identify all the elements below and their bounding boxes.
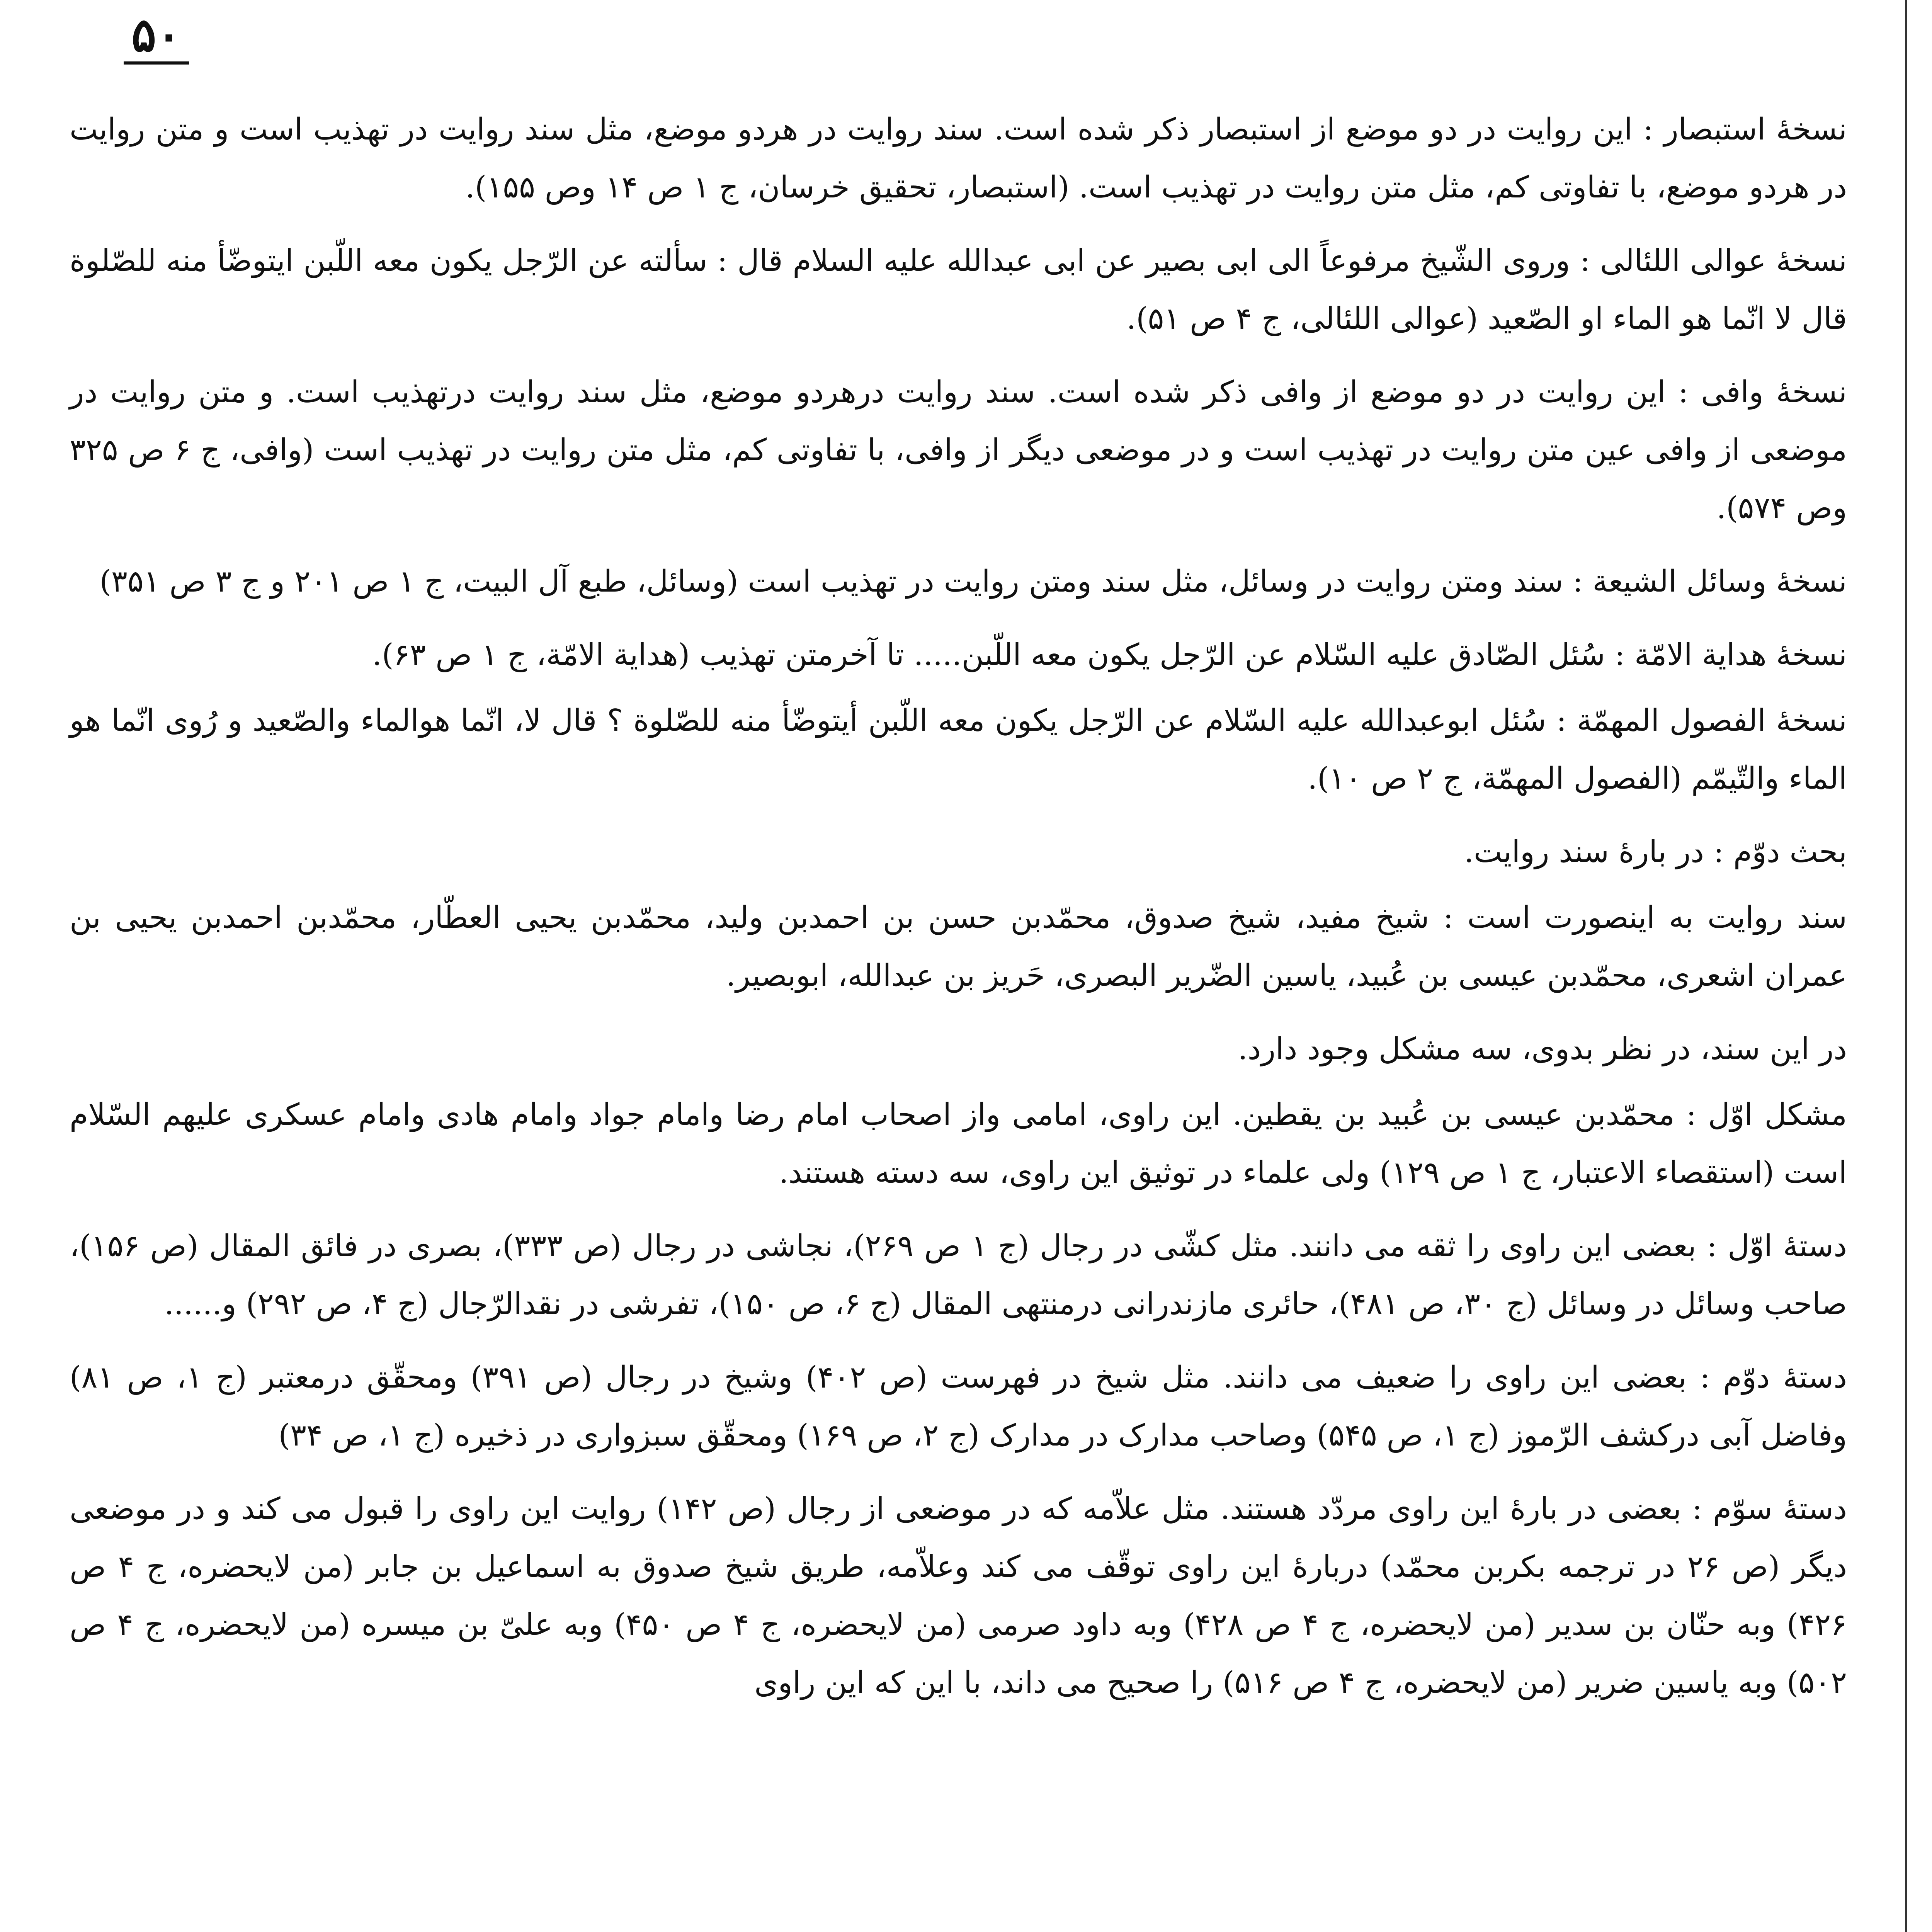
paragraph-wafi: نسخهٔ وافی : این روایت در دو موضع از وافی ذکر شده است. سند روایت درهردو موضع، مثل سند روایت درتهذیب است. و متن روایت در موضعی از وافی عین متن روایت در تهذیب است و در موضعی دیگر از وافی، با تفاوتی کم، مثل متن روایت در تهذیب است (وافی، ج ۶ ص ۳۲۵ وص ۵۷۴). xyxy=(70,375,1847,526)
paragraph-group-one: دستهٔ اوّل : بعضی این راوی را ثقه می دانند. مثل کشّی در رجال (ج ۱ ص ۲۶۹)، نجاشی در رجال (ص ۳۳۳)، بصری در فائق المقال (ص ۱۵۶)، صاحب وسائل در وسائل (ج ۳۰، ص ۴۸۱)، حائری مازندرانی درمنتهی المقال (ج ۶، ص ۱۵۰)، تفرشی در نقدالرّجال (ج ۴، ص ۲۹۲) و...... xyxy=(70,1229,1847,1321)
paragraph-group-two: دستهٔ دوّم : بعضی این راوی را ضعیف می دانند. مثل شیخ در فهرست (ص ۴۰۲) وشیخ در رجال (ص ۳۹۱) ومحقّق درمعتبر (ج ۱، ص ۸۱) وفاضل آبی درکشف الرّموز (ج ۱، ص ۵۴۵) وصاحب مدارک در مدارک (ج ۲، ص ۱۶۹) ومحقّق سبزواری در ذخیره (ج ۱، ص ۳۴) xyxy=(70,1360,1847,1453)
paragraph-wasail: نسخهٔ وسائل الشیعة : سند ومتن روایت در وسائل، مثل سند ومتن روایت در تهذیب است (وسائل، طبع آل البیت، ج ۱ ص ۲۰۱ و ج ۳ ص ۳۵۱) xyxy=(99,564,1847,599)
paragraph-sanad: سند روایت به اینصورت است : شیخ مفید، شیخ صدوق، محمّدبن حسن بن احمدبن ولید، محمّدبن یحیی العطّار، محمّدبن احمدبن یحیی بن عمران اشعری، محمّدبن عیسی بن عُبید، یاسین الضّریر البصری، حَریز بن عبدالله، ابوبصیر. xyxy=(70,900,1847,993)
paragraph-group-three: دستهٔ سوّم : بعضی در بارهٔ این راوی مردّد هستند. مثل علاّمه که در موضعی از رجال (ص ۱۴۲) روایت این راوی را قبول می کند و در موضعی دیگر (ص ۲۶ در ترجمه بکربن محمّد) دربارهٔ این راوی توقّف می کند وعلاّمه، طریق شیخ صدوق به اسماعیل بن جابر (من لایحضره، ج ۴ ص ۴۲۶) وبه حنّان بن سدیر (من لایحضره، ج ۴ ص ۴۲۸) وبه داود صرمی (من لایحضره، ج ۴ ص ۴۵۰) وبه علیّ بن میسره (من لایحضره، ج ۴ ص ۵۰۲) وبه یاسین ضریر (من لایحضره، ج ۴ ص ۵۱۶) را صحیح می داند، با این که این راوی xyxy=(70,1492,1847,1700)
page-number: ۵۰ xyxy=(131,8,181,62)
paragraph-estebsar: نسخهٔ استبصار : این روایت در دو موضع از استبصار ذکر شده است. سند روایت در هردو موضع، مثل سند روایت در تهذیب است و متن روایت در هردو موضع، با تفاوتی کم، مثل متن روایت در تهذیب است. (استبصار، تحقیق خرسان، ج ۱ ص ۱۴ وص ۱۵۵). xyxy=(70,112,1847,205)
paragraph-hidaya: نسخهٔ هدایة الامّة : سُئل الصّادق علیه السّلام عن الرّجل یکون معه اللّبن..... تا آخرمتن تهذیب (هدایة الامّة، ج ۱ ص ۶۳). xyxy=(372,638,1847,672)
document-body xyxy=(70,100,1847,1932)
paragraph-fusul: نسخهٔ الفصول المهمّة : سُئل ابوعبدالله علیه السّلام عن الرّجل یکون معه اللّبن أیتوضّأ منه للصّلوة ؟ قال لا، انّما هوالماء والصّعید و رُوی انّما هو الماء والتّیمّم (الفصول المهمّة، ج ۲ ص ۱۰). xyxy=(70,703,1847,796)
paragraph-first-problem: مشکل اوّل : محمّدبن عیسی بن عُبید بن یقطین. این راوی، امامی واز اصحاب امام رضا وامام جواد وامام هادی وامام عسکری علیهم السّلام است (استقصاء الاعتبار، ج ۱ ص ۱۲۹) ولی علماء در توثیق این راوی، سه دسته هستند. xyxy=(70,1097,1847,1190)
paragraph-three-problems: در این سند، در نظر بدوی، سه مشکل وجود دارد. xyxy=(1238,1032,1847,1066)
section-heading-second-discussion: بحث دوّم : در بارهٔ سند روایت. xyxy=(1464,835,1847,869)
scan-edge xyxy=(1905,0,1932,1932)
paragraph-awali: نسخهٔ عوالی اللئالی : وروی الشّیخ مرفوعاً الی ابی بصیر عن ابی عبدالله علیه السلام قال : سألته عن الرّجل یکون معه اللّبن ایتوضّأ منه للصّلوة قال لا انّما هو الماء او الصّعید (عوالی اللئالی، ج ۴ ص ۵۱). xyxy=(70,243,1847,336)
